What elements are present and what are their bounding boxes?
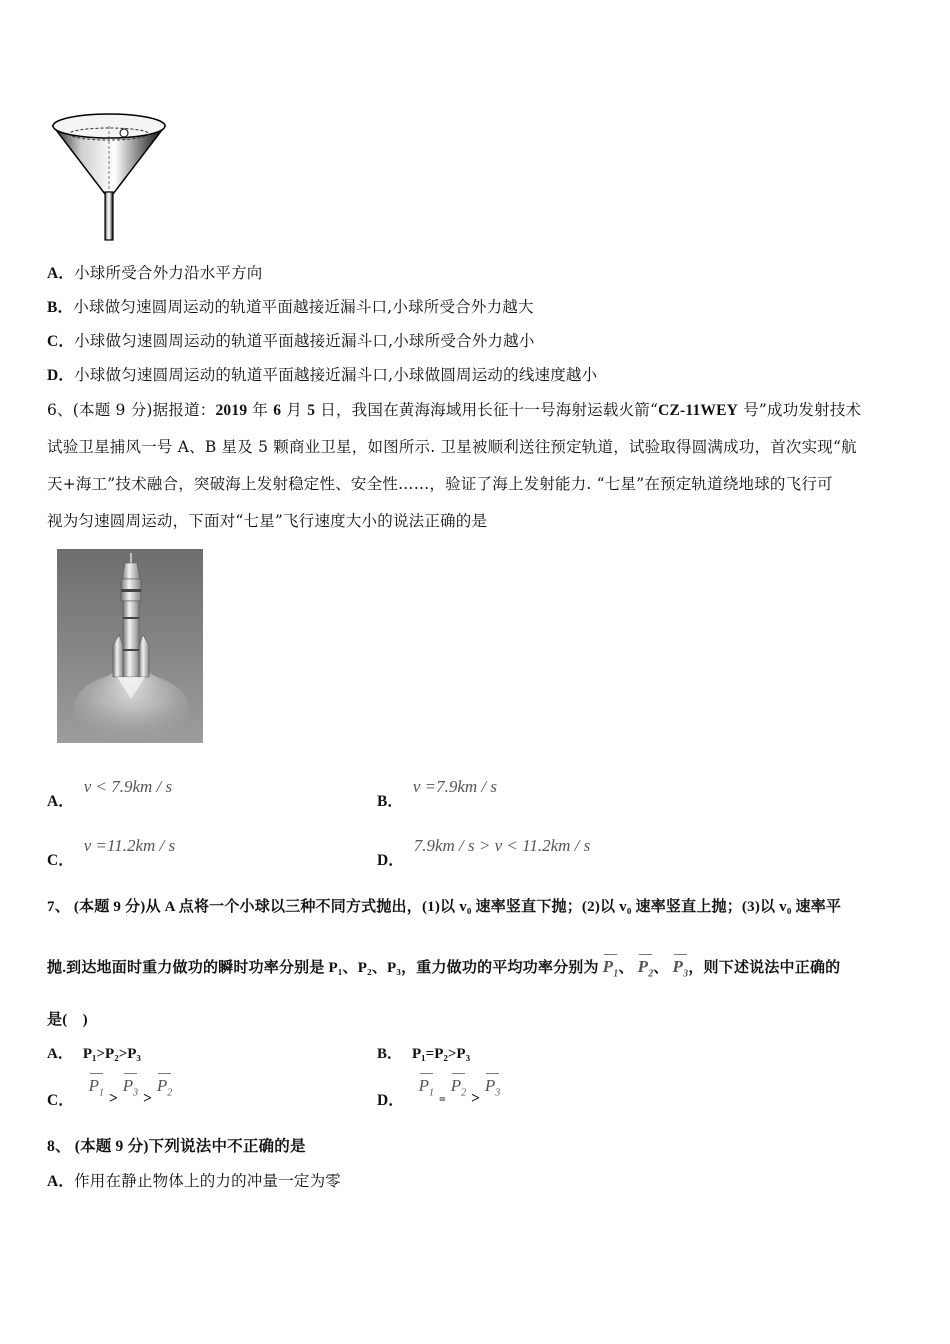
q6-option-c: C．v =11.2km / s xyxy=(47,836,176,869)
rocket-launch-photo xyxy=(57,549,203,743)
q6-option-a: A．v < 7.9km / s xyxy=(47,777,173,810)
avg-power-3: $P_3$ xyxy=(672,957,689,980)
q5-option-a: A．小球所受合外力沿水平方向 xyxy=(47,264,263,282)
q6-stem-line-2: 试验卫星捕风一号 A、B 星及 5 颗商业卫星，如图所示. 卫星被顺利送往预定轨道，试验取得圆满成功，首次实现“航 xyxy=(47,438,857,456)
q7-option-a: A． P₁>P₂>P₃ xyxy=(47,1046,141,1062)
q6-option-b: B．v =7.9km / s xyxy=(377,777,498,810)
q5-option-c: C．小球做匀速圆周运动的轨道平面越接近漏斗口,小球所受合外力越小 xyxy=(47,332,535,350)
q7-stem-line-2: 抛.到达地面时重力做功的瞬时功率分别是 P₁、P₂、P₃，重力做功的平均功率分别为 $P_1$、 $P_2$、 $P_3$，则下述说法中正确的 xyxy=(47,957,841,980)
q5-option-d: D．小球做匀速圆周运动的轨道平面越接近漏斗口,小球做圆周运动的线速度越小 xyxy=(47,366,598,384)
q8-option-a: A．作用在静止物体上的力的冲量一定为零 xyxy=(47,1172,341,1190)
q6-stem-line-1: 6、(本题 9 分)据报道：2019 年 6 月 5 日，我国在黄海海域用长征十一号海射运载火箭“CZ-11WEY 号”成功发射技术 xyxy=(47,401,862,419)
q6-stem-line-3: 天+海工”技术融合，突破海上发射稳定性、安全性……，验证了海上发射能力. “七星”在预定轨道绕地球的飞行可 xyxy=(47,475,833,493)
q7-stem-line-3: 是( ) xyxy=(47,1012,88,1028)
avg-power-1: $P_1$ xyxy=(602,957,619,980)
q6-option-d: D．7.9km / s > v < 11.2km / s xyxy=(377,836,591,869)
q8-stem: 8、 (本题 9 分)下列说法中不正确的是 xyxy=(47,1138,306,1155)
funnel-figure xyxy=(50,112,168,244)
q7-stem-line-1: 7、 (本题 9 分)从 A 点将一个小球以三种不同方式抛出，(1)以 v₀ 速率竖直下抛；(2)以 v₀ 速率竖直上抛；(3)以 v₀ 速率平 xyxy=(47,899,842,915)
avg-power-2: $P_2$ xyxy=(637,957,654,980)
q7-option-c: C． $P_1 > P_3 > P_2$ xyxy=(47,1076,173,1109)
q7-option-b: B． P₁=P₂>P₃ xyxy=(377,1046,471,1062)
q6-stem-line-4: 视为匀速圆周运动，下面对“七星”飞行速度大小的说法正确的是 xyxy=(47,512,488,530)
q5-option-b: B．小球做匀速圆周运动的轨道平面越接近漏斗口,小球所受合外力越大 xyxy=(47,298,534,316)
q7-option-d: D． $P_1$ $_=$ $P_2 > P_3$ xyxy=(377,1076,501,1109)
